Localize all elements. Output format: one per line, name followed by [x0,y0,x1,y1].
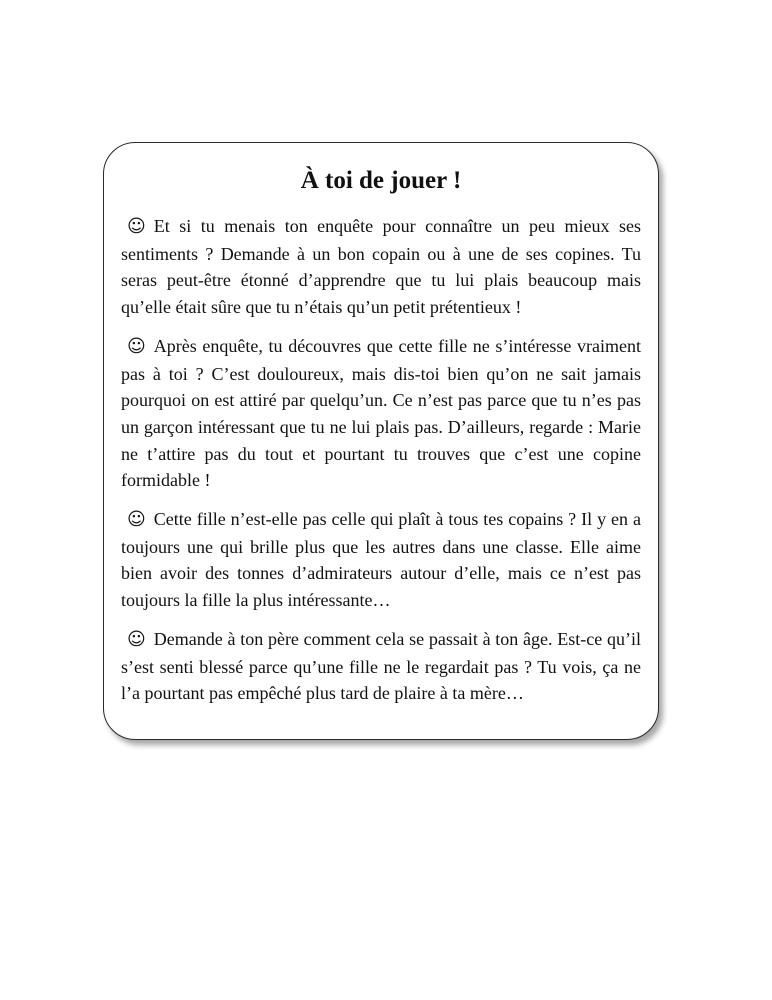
card-title: À toi de jouer ! [300,167,462,194]
paragraph-text: Et si tu menais ton enquête pour connaître un peu mieux ses sentiments ? Demande à un bon copain ou à une de ses copines. Tu seras peut-être étonné d’apprendre que tu lui plais beaucoup mais qu’elle était sûre que tu n’étais qu’un petit prétentieux ! [121,216,641,318]
smiley-icon: ☺ [127,509,146,531]
smiley-icon: ☺ [127,216,146,237]
paragraph-text: Demande à ton père comment cela se passait à ton âge. Est-ce qu’il s’est senti blessé parce qu’une fille ne le regardait pas ? Tu vois, ça ne l’a pourtant pas empêché plus tard de plaire à ta mère… [121,628,641,704]
smiley-icon: ☺ [127,628,146,650]
paragraph-text: Après enquête, tu découvres que cette fille ne s’intéresse vraiment pas à toi ? C’est douloureux, mais dis-toi bien qu’on ne sait jamais pourquoi on est attiré par quelqu’un. Ce n’est pas parce que tu n’es pas un garçon intéressant que tu ne lui plais pas. D’ailleurs, regarde : Marie ne t’attire pas du tout et pourtant tu trouves que c’est une copine formidable ! [121,335,641,491]
smiley-icon: ☺ [127,335,146,357]
paragraph-4 [121,626,641,707]
paragraph-1 [121,213,641,321]
advice-card [103,142,659,740]
paragraph-text: Cette fille n’est-elle pas celle qui plaît à tous tes copains ? Il y en a toujours une qui brille plus que les autres dans une classe. Elle aime bien avoir des tonnes d’admirateurs autour d’elle, mais ce n’est pas toujours la fille la plus intéressante… [121,509,641,611]
paragraph-2 [121,333,641,494]
paragraph-3 [121,506,641,614]
